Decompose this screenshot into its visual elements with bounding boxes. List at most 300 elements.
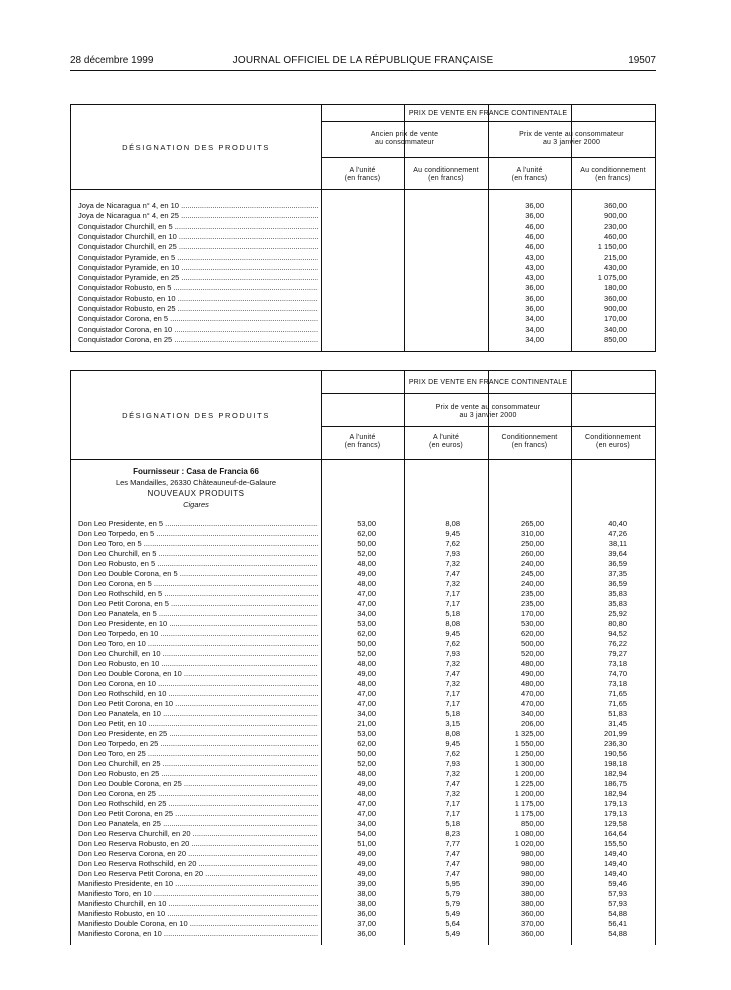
unit-price-euros: 5,64 (445, 919, 460, 928)
unit-price-francs: 43,00 (525, 262, 544, 272)
table-row (71, 899, 655, 909)
pack-price-francs: 980,00 (521, 859, 544, 868)
unit-price-francs: 48,00 (357, 789, 376, 798)
pack-price-euros: 38,11 (608, 539, 627, 548)
unit-price-francs: 36,00 (525, 304, 544, 313)
unit-price-francs: 39,00 (357, 879, 376, 888)
unit-price-euros: 7,47 (445, 849, 460, 858)
product-name: Don Leo Panatela, en 25 ..... (78, 819, 318, 829)
table-row (71, 709, 655, 719)
table-row (71, 549, 655, 559)
page-header (70, 55, 656, 69)
table-row (71, 263, 655, 273)
row-divider (321, 121, 655, 122)
product-name: Don Leo Petit Corona, en 5 ..... (78, 599, 318, 609)
table-row (71, 669, 655, 679)
product-name: Don Leo Corona, en 5 ..... (78, 579, 318, 589)
pack-price-francs: 340,00 (521, 709, 544, 718)
table-row (71, 609, 655, 619)
unit-price-euros: 7,32 (445, 789, 460, 798)
unit-price-euros: 5,79 (445, 889, 460, 898)
unit-price-francs: 34,00 (357, 609, 376, 618)
unit-price-francs: 43,00 (525, 252, 544, 262)
pack-price-euros: 56,41 (608, 919, 627, 928)
pack-price-francs: 370,00 (521, 919, 544, 928)
pack-price-francs: 850,00 (604, 334, 627, 344)
product-name: Conquistador Robusto, en 25 ..... (78, 304, 318, 314)
product-name: Don Leo Petit Corona, en 10 ..... (78, 699, 318, 709)
group-header: PRIX DE VENTE EN FRANCE CONTINENTALE (408, 379, 568, 386)
row-divider (321, 157, 655, 158)
pack-price-euros: 73,18 (608, 659, 627, 668)
unit-price-euros: 7,17 (445, 689, 460, 698)
table-row (71, 789, 655, 799)
product-name: Don Leo Toro, en 25 ..... (78, 749, 318, 759)
table-row (71, 839, 655, 849)
pack-price-francs: 380,00 (521, 889, 544, 898)
product-name: Don Leo Reserva Petit Corona, en 20 ..... (78, 869, 318, 879)
table-row (71, 819, 655, 829)
table-row (71, 273, 655, 283)
table-row (71, 749, 655, 759)
pack-price-francs: 340,00 (604, 324, 627, 334)
unit-price-francs: 47,00 (357, 689, 376, 698)
col-unit-header: A l'unité (en francs) (344, 167, 381, 182)
table-row (71, 829, 655, 839)
pack-price-francs: 480,00 (521, 679, 544, 688)
product-name: Don Leo Rothschild, en 10 ..... (78, 689, 318, 699)
product-name: Conquistador Churchill, en 10 ..... (78, 232, 318, 242)
unit-price-francs: 52,00 (357, 549, 376, 558)
unit-price-francs: 62,00 (357, 739, 376, 748)
unit-price-euros: 5,18 (445, 819, 460, 828)
pack-price-francs: 206,00 (521, 719, 544, 728)
table-row (71, 314, 655, 324)
unit-price-francs: 46,00 (525, 242, 544, 252)
unit-price-euros: 7,47 (445, 859, 460, 868)
pack-price-francs: 230,00 (604, 221, 627, 231)
product-name: Conquistador Churchill, en 5 ..... (78, 222, 318, 232)
pack-price-francs: 900,00 (604, 304, 627, 313)
pack-price-euros: 129,58 (604, 819, 627, 828)
unit-price-francs: 47,00 (357, 599, 376, 608)
pack-price-francs: 1 325,00 (514, 729, 544, 738)
col-unit-francs-header: A l'unité (en francs) (344, 434, 381, 449)
product-name: Don Leo Toro, en 10 ..... (78, 639, 318, 649)
old-price-header: Ancien prix de vente au consommateur (370, 131, 439, 146)
pack-price-francs: 1 175,00 (514, 799, 544, 808)
unit-price-euros: 7,47 (445, 869, 460, 878)
pack-price-euros: 54,88 (608, 909, 627, 918)
product-name: Manifiesto Churchill, en 10 ..... (78, 899, 318, 909)
unit-price-euros: 5,18 (445, 609, 460, 618)
table-row (71, 849, 655, 859)
pack-price-euros: 179,13 (604, 799, 627, 808)
unit-price-francs: 47,00 (357, 809, 376, 818)
unit-price-francs: 36,00 (525, 211, 544, 221)
product-name: Conquistador Robusto, en 5 ..... (78, 283, 318, 293)
table-row (71, 889, 655, 899)
supplier-address: Les Mandailles, 26330 Châteauneuf-de-Galaure (115, 478, 277, 487)
table-row (71, 335, 655, 345)
unit-price-francs: 46,00 (525, 231, 544, 241)
table-row (71, 759, 655, 769)
pack-price-francs: 430,00 (604, 262, 627, 272)
product-name: Conquistador Pyramide, en 25 ..... (78, 273, 318, 283)
unit-price-euros: 8,23 (445, 829, 460, 838)
unit-price-euros: 8,08 (445, 519, 460, 528)
unit-price-francs: 53,00 (357, 619, 376, 628)
product-name: Don Leo Reserva Rothschild, en 20 ..... (78, 859, 318, 869)
pack-price-francs: 470,00 (521, 689, 544, 698)
unit-price-francs: 47,00 (357, 699, 376, 708)
pack-price-francs: 310,00 (521, 529, 544, 538)
product-name: Don Leo Reserva Corona, en 20 ..... (78, 849, 318, 859)
product-name: Don Leo Corona, en 25 ..... (78, 789, 318, 799)
pack-price-francs: 1 075,00 (597, 273, 627, 283)
unit-price-francs: 48,00 (357, 659, 376, 668)
pack-price-euros: 155,50 (604, 839, 627, 848)
pack-price-francs: 390,00 (521, 879, 544, 888)
table-row (71, 659, 655, 669)
table-row (71, 739, 655, 749)
unit-price-euros: 7,32 (445, 769, 460, 778)
pack-price-francs: 460,00 (604, 231, 627, 241)
col-unit-euros-header: A l'unité (en euros) (429, 434, 463, 449)
table-row (71, 579, 655, 589)
unit-price-euros: 5,49 (445, 929, 460, 938)
unit-price-francs: 62,00 (357, 529, 376, 538)
product-name: Don Leo Robusto, en 25 ..... (78, 769, 318, 779)
table-row (71, 929, 655, 939)
table-row (71, 909, 655, 919)
pack-price-francs: 1 080,00 (514, 829, 544, 838)
pack-price-euros: 149,40 (604, 869, 627, 878)
unit-price-euros: 8,08 (445, 729, 460, 738)
product-name: Don Leo Presidente, en 10 ..... (78, 619, 318, 629)
unit-price-francs: 51,00 (357, 839, 376, 848)
pack-price-francs: 480,00 (521, 659, 544, 668)
unit-price-francs: 34,00 (525, 314, 544, 324)
unit-price-francs: 52,00 (357, 649, 376, 658)
unit-price-euros: 3,15 (445, 719, 460, 728)
product-name: Manifiesto Presidente, en 10 ..... (78, 879, 318, 889)
table-row (71, 283, 655, 293)
product-name: Don Leo Double Corona, en 25 ..... (78, 779, 318, 789)
table-row (71, 599, 655, 609)
unit-price-francs: 38,00 (357, 889, 376, 898)
unit-price-francs: 49,00 (357, 859, 376, 868)
pack-price-francs: 1 300,00 (514, 759, 544, 768)
unit-price-francs: 36,00 (357, 929, 376, 938)
pack-price-francs: 1 020,00 (514, 839, 544, 848)
table-row (71, 769, 655, 779)
pack-price-francs: 360,00 (521, 909, 544, 918)
product-name: Conquistador Corona, en 25 ..... (78, 335, 318, 345)
table-row (71, 589, 655, 599)
product-name: Don Leo Churchill, en 25 ..... (78, 759, 318, 769)
product-name: Manifiesto Double Corona, en 10 ..... (78, 919, 318, 929)
product-name: Don Leo Torpedo, en 5 ..... (78, 529, 318, 539)
pack-price-francs: 620,00 (521, 629, 544, 638)
pack-price-euros: 186,75 (604, 779, 627, 788)
pack-price-francs: 490,00 (521, 669, 544, 678)
product-name: Don Leo Churchill, en 10 ..... (78, 649, 318, 659)
pack-price-francs: 170,00 (604, 314, 627, 324)
header-bottom-rule (71, 189, 655, 190)
header-bottom-rule (71, 459, 655, 460)
table-row (71, 539, 655, 549)
unit-price-francs: 53,00 (357, 729, 376, 738)
product-name: Don Leo Panatela, en 5 ..... (78, 609, 318, 619)
pack-price-francs: 900,00 (604, 211, 627, 221)
table-row (71, 809, 655, 819)
pack-price-euros: 39,64 (608, 549, 627, 558)
unit-price-francs: 49,00 (357, 779, 376, 788)
row-divider (321, 393, 655, 394)
unit-price-euros: 9,45 (445, 629, 460, 638)
table-row (71, 253, 655, 263)
pack-price-euros: 57,93 (608, 899, 627, 908)
table-row (71, 222, 655, 232)
table-row (71, 304, 655, 314)
issue-date: 28 décembre 1999 (70, 55, 154, 66)
pack-price-euros: 40,40 (608, 519, 627, 528)
pack-price-euros: 59,46 (608, 879, 627, 888)
product-name: Don Leo Double Corona, en 5 ..... (78, 569, 318, 579)
unit-price-euros: 7,17 (445, 599, 460, 608)
pack-price-euros: 164,64 (604, 829, 627, 838)
table-row (71, 859, 655, 869)
unit-price-euros: 7,93 (445, 759, 460, 768)
unit-price-francs: 34,00 (357, 819, 376, 828)
pack-price-francs: 265,00 (521, 519, 544, 528)
pack-price-euros: 51,83 (608, 709, 627, 718)
new-price-header: Prix de vente au consommateur au 3 janvier 2000 (435, 404, 541, 419)
group-header: PRIX DE VENTE EN FRANCE CONTINENTALE (408, 110, 568, 117)
pack-price-euros: 201,99 (604, 729, 627, 738)
pack-price-francs: 380,00 (521, 899, 544, 908)
product-name: Don Leo Panatela, en 10 ..... (78, 709, 318, 719)
table-row (71, 559, 655, 569)
pack-price-francs: 240,00 (521, 579, 544, 588)
col-pack-header: Au conditionnement (en francs) (413, 167, 479, 182)
unit-price-euros: 7,62 (445, 539, 460, 548)
unit-price-francs: 48,00 (357, 579, 376, 588)
pack-price-euros: 182,94 (604, 789, 627, 798)
unit-price-euros: 7,32 (445, 679, 460, 688)
unit-price-euros: 5,79 (445, 899, 460, 908)
unit-price-francs: 36,00 (525, 201, 544, 210)
unit-price-euros: 5,95 (445, 879, 460, 888)
supplier-name: Fournisseur : Casa de Francia 66 (133, 467, 259, 476)
unit-price-euros: 7,32 (445, 579, 460, 588)
pack-price-francs: 245,00 (521, 569, 544, 578)
unit-price-francs: 43,00 (525, 273, 544, 283)
unit-price-euros: 7,93 (445, 649, 460, 658)
unit-price-euros: 7,32 (445, 659, 460, 668)
pack-price-euros: 198,18 (604, 759, 627, 768)
product-name: Don Leo Petit Corona, en 25 ..... (78, 809, 318, 819)
product-name: Don Leo Toro, en 5 ..... (78, 539, 318, 549)
unit-price-francs: 47,00 (357, 589, 376, 598)
product-name: Conquistador Pyramide, en 10 ..... (78, 263, 318, 273)
col-pack-header: Au conditionnement (en francs) (580, 167, 646, 182)
unit-price-francs: 21,00 (357, 719, 376, 728)
pack-price-francs: 360,00 (604, 201, 627, 210)
pack-price-euros: 25,92 (608, 609, 627, 618)
pack-price-euros: 37,35 (608, 569, 627, 578)
pack-price-francs: 1 225,00 (514, 779, 544, 788)
table-row (71, 519, 655, 529)
table-row (71, 569, 655, 579)
unit-price-euros: 8,08 (445, 619, 460, 628)
pack-price-euros: 71,65 (608, 689, 627, 698)
table-row (71, 799, 655, 809)
unit-price-euros: 7,77 (445, 839, 460, 848)
pack-price-euros: 182,94 (604, 769, 627, 778)
unit-price-francs: 50,00 (357, 639, 376, 648)
unit-price-euros: 7,62 (445, 639, 460, 648)
pack-price-euros: 190,56 (604, 749, 627, 758)
pack-price-francs: 260,00 (521, 549, 544, 558)
pack-price-euros: 80,80 (608, 619, 627, 628)
unit-price-francs: 34,00 (525, 334, 544, 344)
pack-price-euros: 31,45 (608, 719, 627, 728)
unit-price-francs: 49,00 (357, 569, 376, 578)
unit-price-euros: 7,47 (445, 569, 460, 578)
pack-price-euros: 36,59 (608, 579, 627, 588)
table-row (71, 529, 655, 539)
pack-price-francs: 250,00 (521, 539, 544, 548)
unit-price-euros: 7,17 (445, 589, 460, 598)
pack-price-euros: 73,18 (608, 679, 627, 688)
pack-price-francs: 360,00 (604, 293, 627, 303)
product-name: Don Leo Torpedo, en 25 ..... (78, 739, 318, 749)
table-row (71, 211, 655, 221)
product-name: Don Leo Petit, en 10 ..... (78, 719, 318, 729)
table-row (71, 325, 655, 335)
pack-price-euros: 35,83 (608, 599, 627, 608)
unit-price-francs: 54,00 (357, 829, 376, 838)
pack-price-francs: 360,00 (521, 929, 544, 938)
unit-price-francs: 48,00 (357, 559, 376, 568)
unit-price-francs: 52,00 (357, 759, 376, 768)
pack-price-francs: 1 200,00 (514, 789, 544, 798)
table-row (71, 294, 655, 304)
table-row (71, 679, 655, 689)
pack-price-francs: 1 250,00 (514, 749, 544, 758)
unit-price-euros: 7,17 (445, 699, 460, 708)
unit-price-francs: 34,00 (357, 709, 376, 718)
pack-price-francs: 980,00 (521, 849, 544, 858)
product-name: Don Leo Torpedo, en 10 ..... (78, 629, 318, 639)
product-name: Don Leo Presidente, en 25 ..... (78, 729, 318, 739)
unit-price-francs: 50,00 (357, 539, 376, 548)
unit-price-francs: 36,00 (525, 283, 544, 293)
pack-price-euros: 54,88 (608, 929, 627, 938)
table-row (71, 869, 655, 879)
product-name: Don Leo Reserva Robusto, en 20 ..... (78, 839, 318, 849)
unit-price-euros: 7,47 (445, 779, 460, 788)
table-row (71, 729, 655, 739)
pack-price-francs: 180,00 (604, 283, 627, 293)
pack-price-francs: 530,00 (521, 619, 544, 628)
category-label: Cigares (183, 500, 209, 509)
product-name: Don Leo Presidente, en 5 ..... (78, 519, 318, 529)
unit-price-francs: 36,00 (525, 293, 544, 303)
price-table-francs-euros (70, 370, 656, 945)
product-name: Don Leo Reserva Churchill, en 20 ..... (78, 829, 318, 839)
pack-price-francs: 980,00 (521, 869, 544, 878)
pack-price-euros: 179,13 (604, 809, 627, 818)
product-name: Don Leo Rothschild, en 5 ..... (78, 589, 318, 599)
table-row (71, 232, 655, 242)
pack-price-francs: 1 550,00 (514, 739, 544, 748)
unit-price-euros: 7,32 (445, 559, 460, 568)
unit-price-francs: 62,00 (357, 629, 376, 638)
product-name: Conquistador Pyramide, en 5 ..... (78, 253, 318, 263)
pack-price-euros: 35,83 (608, 589, 627, 598)
pack-price-francs: 520,00 (521, 649, 544, 658)
table-row (71, 779, 655, 789)
pack-price-francs: 470,00 (521, 699, 544, 708)
unit-price-francs: 53,00 (357, 519, 376, 528)
table-row (71, 629, 655, 639)
product-name: Conquistador Corona, en 5 ..... (78, 314, 318, 324)
product-name: Don Leo Double Corona, en 10 ..... (78, 669, 318, 679)
journal-title: JOURNAL OFFICIEL DE LA RÉPUBLIQUE FRANÇAISE (232, 55, 494, 66)
unit-price-francs: 37,00 (357, 919, 376, 928)
product-name: Manifiesto Toro, en 10 ..... (78, 889, 318, 899)
table-row (71, 699, 655, 709)
product-name: Joya de Nicaragua n° 4, en 10 ..... (78, 201, 318, 211)
unit-price-euros: 9,45 (445, 529, 460, 538)
unit-price-francs: 48,00 (357, 679, 376, 688)
product-name: Manifiesto Robusto, en 10 ..... (78, 909, 318, 919)
unit-price-francs: 50,00 (357, 749, 376, 758)
col-pack-euros-header: Conditionnement (en euros) (585, 434, 641, 449)
product-name: Conquistador Churchill, en 25 ..... (78, 242, 318, 252)
unit-price-euros: 7,93 (445, 549, 460, 558)
new-price-header: Prix de vente au consommateur au 3 janvier 2000 (519, 131, 624, 146)
unit-price-francs: 34,00 (525, 324, 544, 334)
product-name: Joya de Nicaragua n° 4, en 25 ..... (78, 211, 318, 221)
pack-price-euros: 76,22 (608, 639, 627, 648)
pack-price-euros: 79,27 (608, 649, 627, 658)
pack-price-francs: 850,00 (521, 819, 544, 828)
pack-price-euros: 236,30 (604, 739, 627, 748)
unit-price-francs: 47,00 (357, 799, 376, 808)
unit-price-euros: 5,49 (445, 909, 460, 918)
unit-price-euros: 7,17 (445, 799, 460, 808)
pack-price-francs: 1 150,00 (597, 242, 627, 252)
unit-price-euros: 7,17 (445, 809, 460, 818)
unit-price-euros: 5,18 (445, 709, 460, 718)
product-name: Conquistador Corona, en 10 ..... (78, 325, 318, 335)
table-row (71, 689, 655, 699)
unit-price-euros: 9,45 (445, 739, 460, 748)
pack-price-euros: 71,65 (608, 699, 627, 708)
section-heading: NOUVEAUX PRODUITS (147, 489, 245, 498)
row-divider (321, 426, 655, 427)
table-row (71, 242, 655, 252)
product-name: Don Leo Churchill, en 5 ..... (78, 549, 318, 559)
pack-price-euros: 74,70 (608, 669, 627, 678)
page-number: 19507 (628, 55, 656, 66)
unit-price-euros: 7,62 (445, 749, 460, 758)
unit-price-euros: 7,47 (445, 669, 460, 678)
